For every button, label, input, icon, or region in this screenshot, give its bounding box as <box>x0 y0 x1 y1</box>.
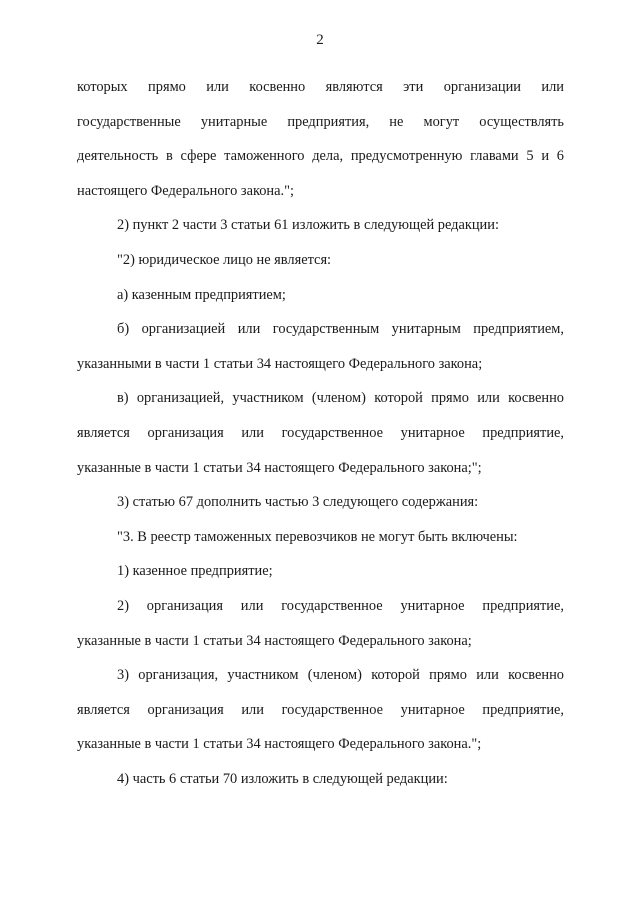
text-line: деятельность в сфере таможенного дела, предусмотренную главами 5 и 6 <box>77 148 564 165</box>
paragraph-subitem-b <box>77 312 564 381</box>
text-line: указанными в части 1 статьи 34 настоящего Федерального закона; <box>77 355 483 372</box>
paragraph-registry <box>77 520 564 555</box>
document-body <box>77 70 564 796</box>
text-line: указанные в части 1 статьи 34 настоящего Федерального закона;"; <box>77 459 482 476</box>
paragraph-continuation <box>77 70 564 208</box>
text-line: настоящего Федерального закона."; <box>77 182 294 199</box>
page-number: 2 <box>316 32 324 48</box>
text-line: государственные унитарные предприятия, не могут осуществлять <box>77 113 564 130</box>
text-line: 3) организация, участником (членом) которой прямо или косвенно <box>117 667 564 684</box>
paragraph-list-3 <box>77 658 564 762</box>
paragraph-list-2 <box>77 589 564 658</box>
text-line: 1) казенное предприятие; <box>117 563 273 580</box>
text-line: которых прямо или косвенно являются эти организации или <box>77 79 564 95</box>
text-line: 4) часть 6 статьи 70 изложить в следующей редакции: <box>117 770 448 787</box>
paragraph-item-3 <box>77 485 564 520</box>
text-line: является организация или государственное унитарное предприятие, <box>77 701 564 718</box>
paragraph-list-1 <box>77 554 564 589</box>
text-line: б) организацией или государственным унитарным предприятием, <box>117 321 564 338</box>
paragraph-item-2 <box>77 208 564 243</box>
text-line: "2) юридическое лицо не является: <box>117 251 332 268</box>
paragraph-subitem-v <box>77 381 564 485</box>
text-line: указанные в части 1 статьи 34 настоящего Федерального закона."; <box>77 736 482 753</box>
paragraph-legal-entity <box>77 243 564 278</box>
text-line: 3) статью 67 дополнить частью 3 следующего содержания: <box>117 494 479 511</box>
text-line: 2) пункт 2 части 3 статьи 61 изложить в следующей редакции: <box>117 217 499 234</box>
text-line: в) организацией, участником (членом) которой прямо или косвенно <box>117 390 564 407</box>
paragraph-subitem-a <box>77 278 564 313</box>
text-line: указанные в части 1 статьи 34 настоящего Федерального закона; <box>77 632 472 649</box>
text-line: является организация или государственное унитарное предприятие, <box>77 424 564 441</box>
text-line: а) казенным предприятием; <box>117 286 286 303</box>
paragraph-item-4 <box>77 762 564 797</box>
text-line: "3. В реестр таможенных перевозчиков не могут быть включены: <box>117 528 518 545</box>
text-line: 2) организация или государственное унитарное предприятие, <box>117 597 564 614</box>
